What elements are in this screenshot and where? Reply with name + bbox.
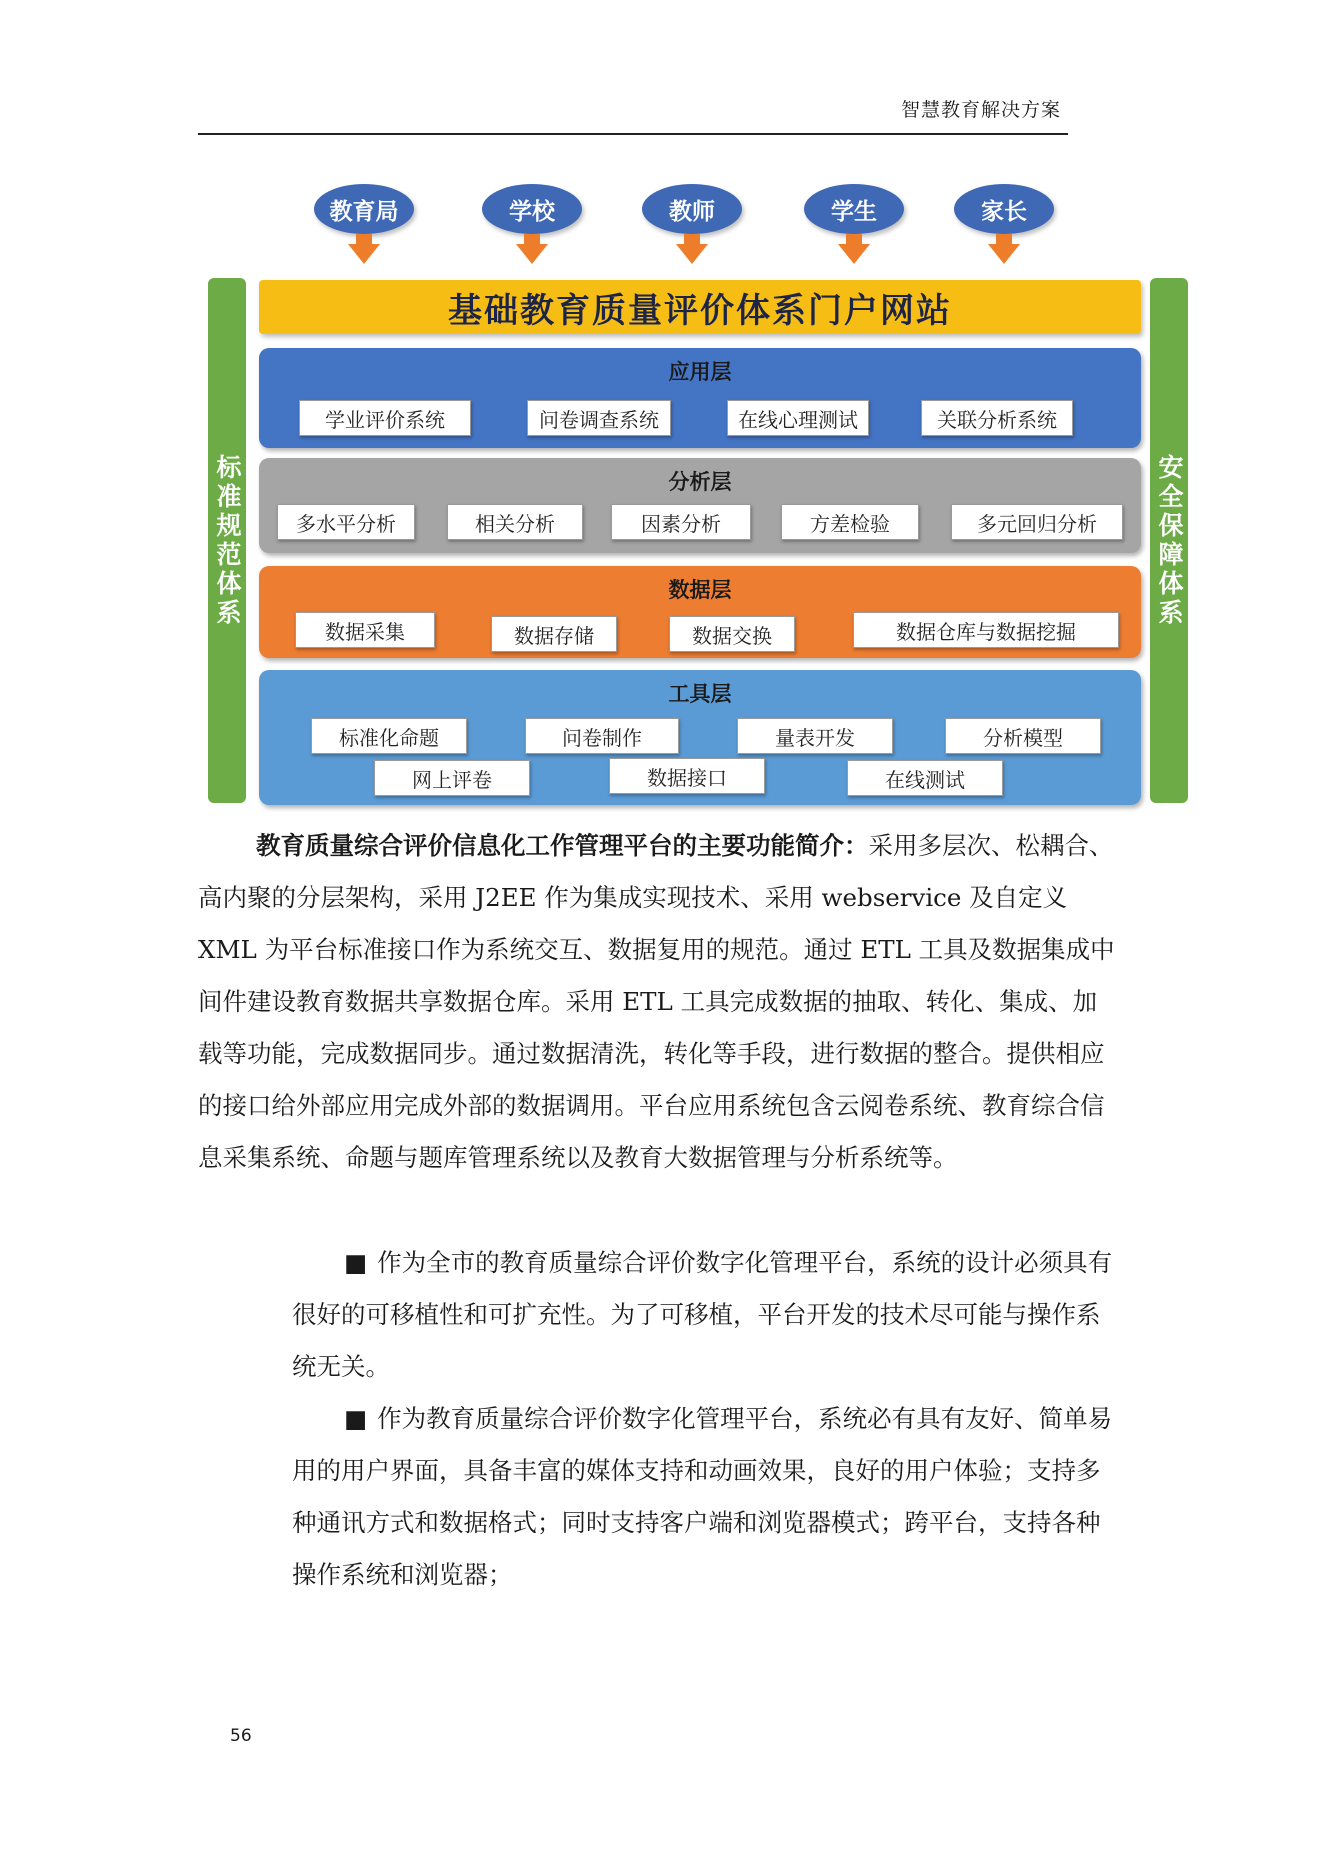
layer-item: 分析模型 (945, 718, 1101, 754)
layer-title: 工具层 (668, 682, 732, 706)
layer-item: 数据接口 (609, 758, 765, 794)
layer-item: 在线测试 (847, 760, 1003, 796)
stakeholder (314, 184, 414, 264)
layer-item: 数据交换 (669, 616, 795, 652)
layer-item: 量表开发 (737, 718, 893, 754)
layer-item: 标准化命题 (311, 718, 467, 754)
bullet-paragraph (292, 1393, 1122, 1601)
stakeholder (804, 184, 904, 264)
layer-item: 数据采集 (295, 612, 435, 648)
layer-item: 关联分析系统 (921, 400, 1073, 436)
stakeholder-label: 家长 (954, 184, 1054, 234)
intro-text: 采用多层次、松耦合、高内聚的分层架构，采用 J2EE 作为集成实现技术、采用 webservice 及自定义 XML 为平台标准接口作为系统交互、数据复用的规范。通过 ETL 工具及数据集成中间件建设教育数据共享数据仓库。采用 ETL 工具完成数据的抽取、转化、集成、加载等功能，完成数据同步。通过数据清洗，转化等手段，进行数据的整合。提供相应的接口给外部应用完成外部的数据调用。平台应用系统包含云阅卷系统、教育综合信息采集系统、命题与题库管理系统以及教育大数据管理与分析系统等。 (198, 831, 1115, 1172)
layer-title: 分析层 (668, 470, 732, 494)
layer-item: 多水平分析 (277, 504, 415, 540)
arrow-down-icon (676, 244, 708, 264)
layer-item: 因素分析 (611, 504, 751, 540)
portal-banner: 基础教育质量评价体系门户网站 (259, 280, 1141, 334)
stakeholder (954, 184, 1054, 264)
arrow-down-icon (348, 244, 380, 264)
intro-paragraph (198, 820, 1118, 1184)
layer-item: 相关分析 (447, 504, 583, 540)
layer-item: 在线心理测试 (727, 400, 869, 436)
layer-item: 学业评价系统 (299, 400, 471, 436)
layer-title: 数据层 (668, 578, 732, 602)
application-layer (259, 348, 1141, 448)
stakeholder-label: 教师 (642, 184, 742, 234)
layer-item: 数据仓库与数据挖掘 (853, 612, 1119, 648)
layer-title: 应用层 (668, 360, 732, 384)
page-number: 56 (230, 1726, 252, 1746)
layer-item: 问卷调查系统 (527, 400, 671, 436)
layer-item: 问卷制作 (525, 718, 679, 754)
architecture-diagram (204, 178, 1194, 808)
layer-item: 网上评卷 (374, 760, 530, 796)
layer-item: 数据存储 (491, 616, 617, 652)
standards-system-bar: 标准规范体系 (208, 278, 246, 803)
stakeholder (642, 184, 742, 264)
arrow-down-icon (838, 244, 870, 264)
header-title: 智慧教育解决方案 (900, 99, 1061, 121)
intro-heading: 教育质量综合评价信息化工作管理平台的主要功能简介： (256, 831, 869, 860)
analysis-layer (259, 458, 1141, 553)
stakeholder-label: 学校 (482, 184, 582, 234)
stakeholder-label: 教育局 (314, 184, 414, 234)
layer-item: 多元回归分析 (951, 504, 1123, 540)
stakeholder (482, 184, 582, 264)
security-system-bar: 安全保障体系 (1150, 278, 1188, 803)
arrow-down-icon (516, 244, 548, 264)
bullet-text: 作为全市的教育质量综合评价数字化管理平台，系统的设计必须具有很好的可移植性和可扩充性。为了可移植，平台开发的技术尽可能与操作系统无关。 (292, 1248, 1113, 1381)
bullet-text: 作为教育质量综合评价数字化管理平台，系统必有具有友好、简单易用的用户界面，具备丰富的媒体支持和动画效果，良好的用户体验；支持多种通讯方式和数据格式；同时支持客户端和浏览器模式；跨平台，支持各种操作系统和浏览器； (292, 1404, 1113, 1589)
square-bullet-icon: ■ (344, 1248, 368, 1277)
layer-item: 方差检验 (781, 504, 919, 540)
square-bullet-icon: ■ (344, 1404, 368, 1433)
header-divider (198, 133, 1068, 135)
arrow-down-icon (988, 244, 1020, 264)
stakeholder-label: 学生 (804, 184, 904, 234)
data-layer (259, 566, 1141, 658)
tools-layer (259, 670, 1141, 805)
bullet-paragraph (292, 1237, 1122, 1393)
stakeholder-row (314, 184, 1094, 274)
